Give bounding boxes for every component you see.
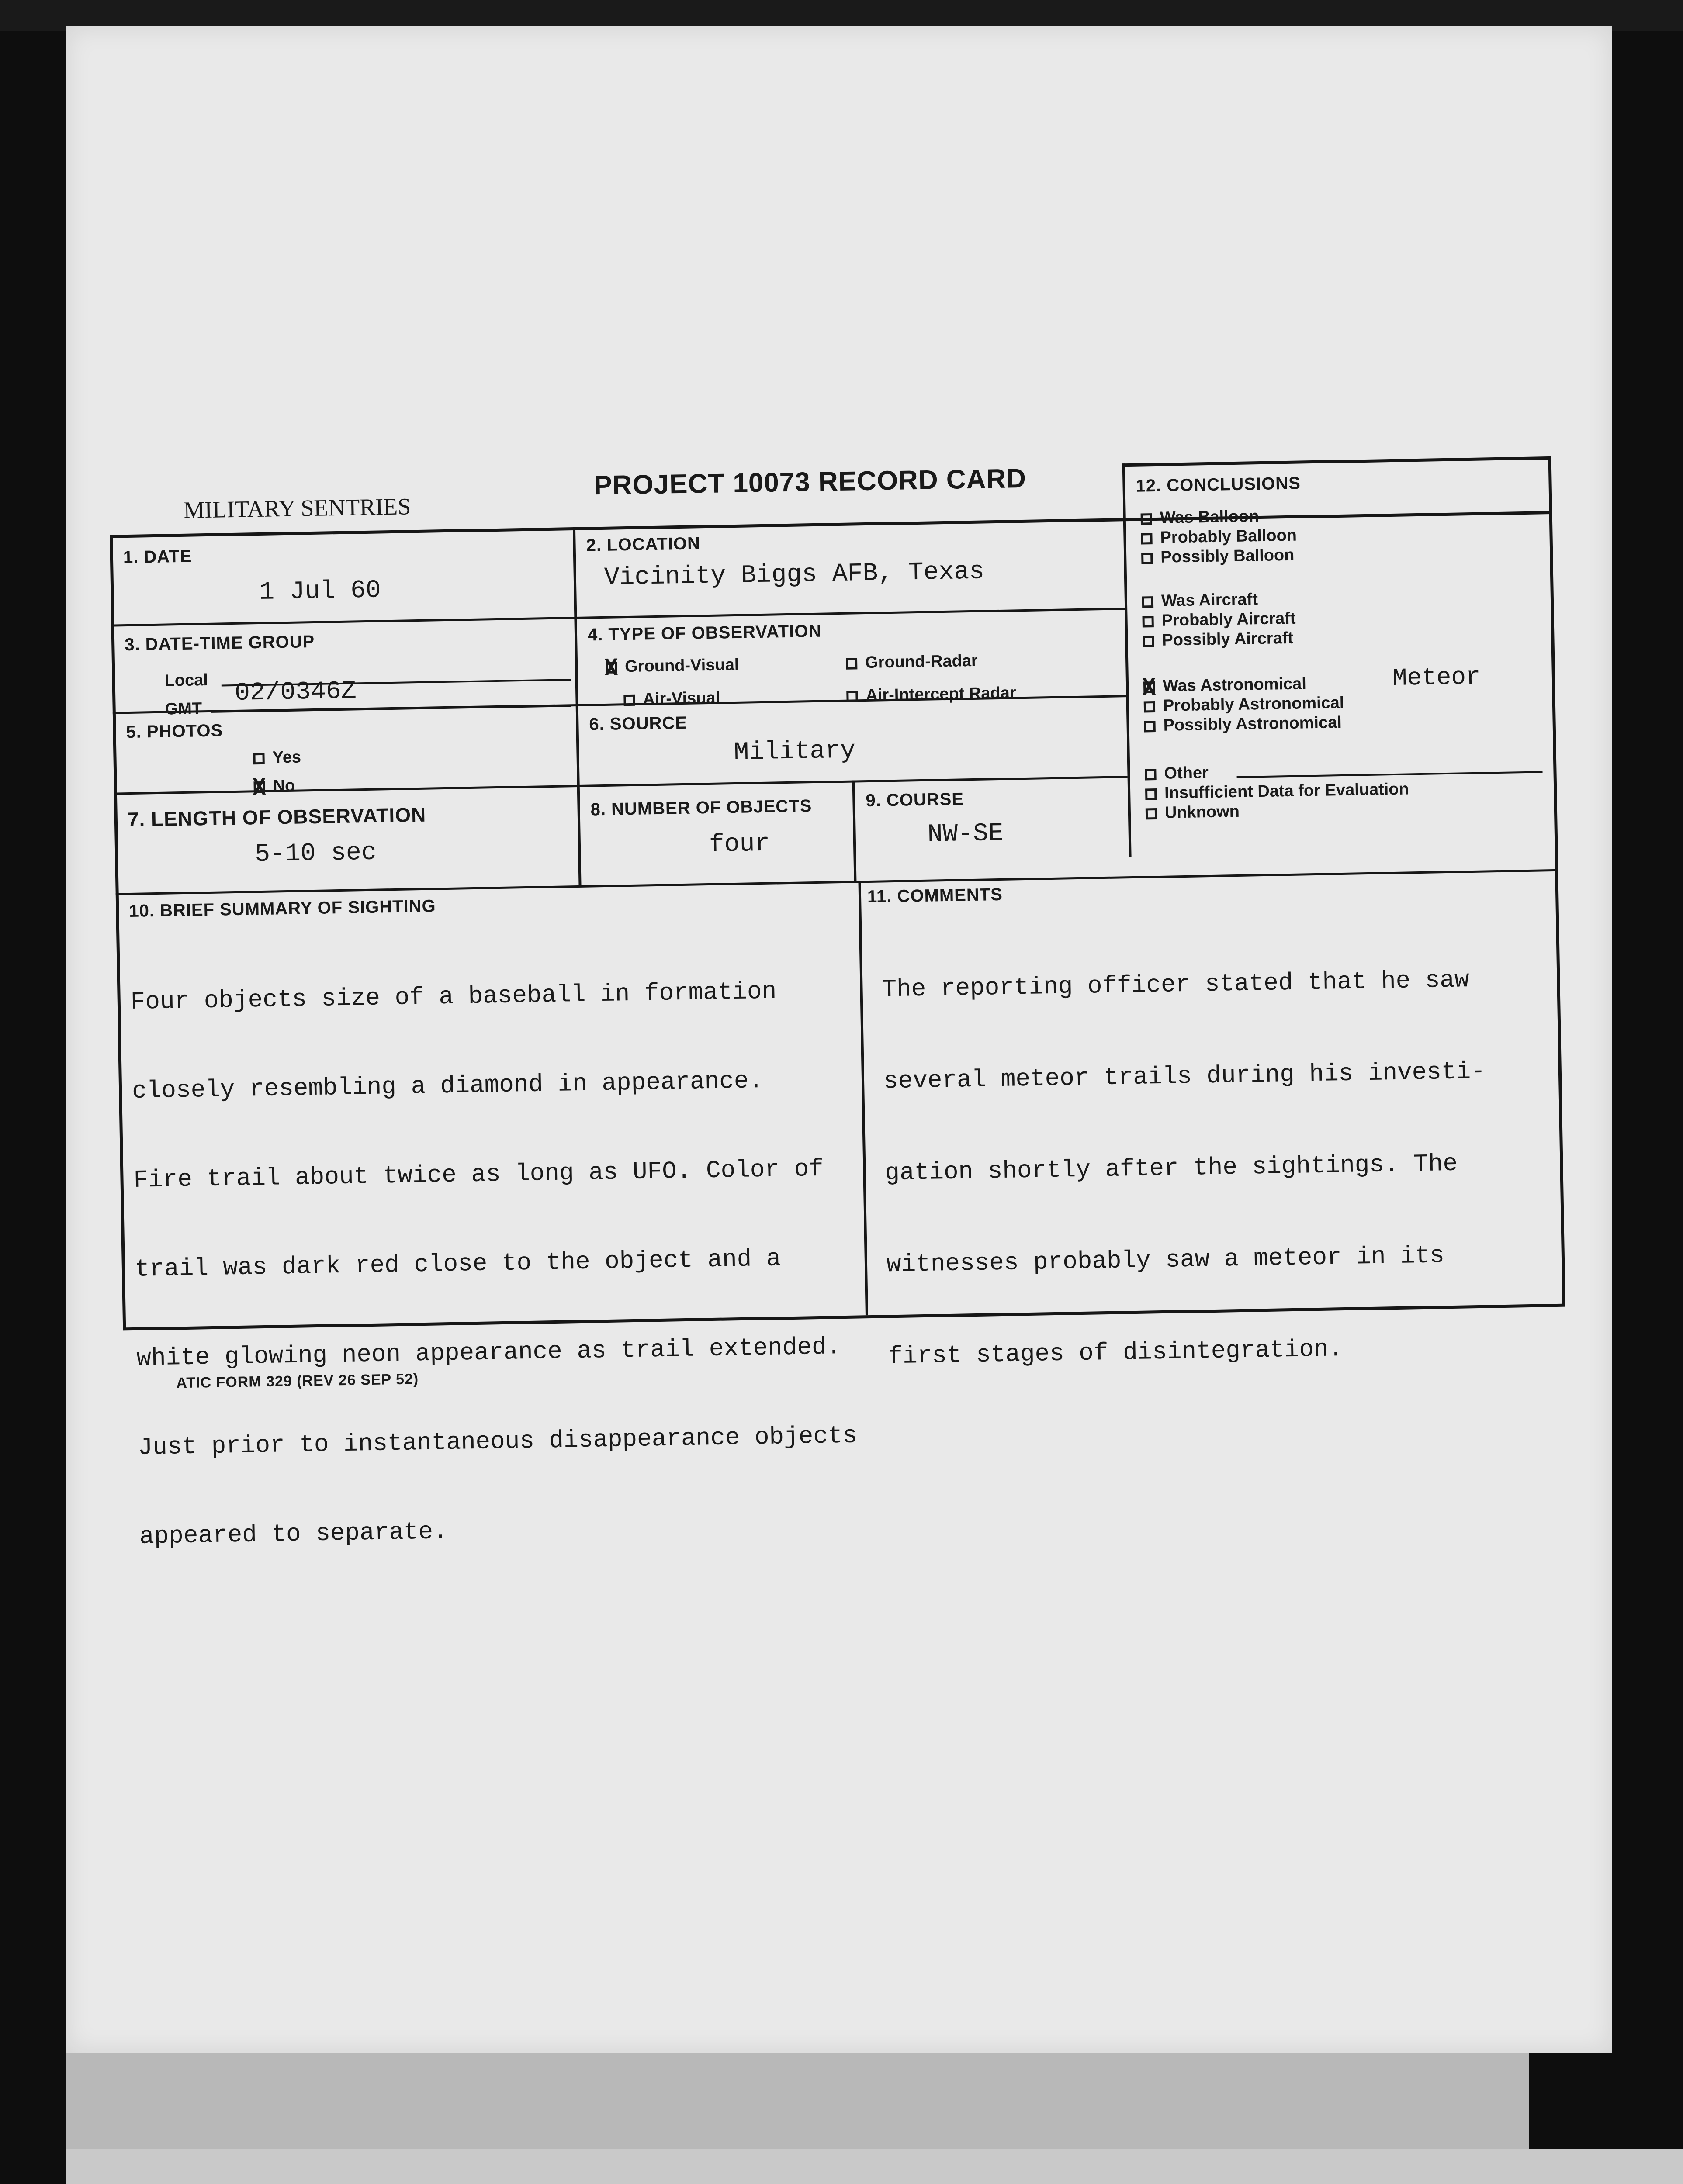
location-value: Vicinity Biggs AFB, Texas [604,557,985,592]
record-card-inner [100,463,1574,1551]
conclusion-possibly-aircraft[interactable] [1143,629,1293,650]
source-value: Military [734,736,856,767]
checkbox-unknown[interactable] [1146,808,1157,819]
option-label: Other [1164,764,1209,783]
summary-line: white glowing neon appearance as trail extended. [136,1333,842,1372]
summary-line: closely resembling a diamond in appearance. [132,1067,764,1105]
divider-summary [858,881,868,1315]
conclusions-label: 12. CONCLUSIONS [1136,473,1301,496]
option-ground-visual[interactable] [606,656,739,677]
conclusion-probably-aircraft[interactable] [1142,609,1296,631]
row-divider-1 [111,608,1125,626]
conclusion-possibly-balloon[interactable] [1141,546,1295,567]
card-title: PROJECT 10073 RECORD CARD [593,463,1027,501]
option-ground-radar[interactable] [846,652,978,673]
row-divider-4 [116,869,1558,895]
conclusion-unknown[interactable] [1146,802,1240,823]
option-air-intercept-radar[interactable] [846,684,1016,705]
comments-text [881,903,1491,1433]
option-photos-yes[interactable] [253,748,301,767]
checkbox-was-balloon[interactable] [1141,513,1152,525]
course-label: 9. COURSE [866,789,964,811]
checkbox-photos-yes[interactable] [253,753,264,764]
date-time-group-label: 3. DATE-TIME GROUP [124,632,315,655]
checkbox-photos-no[interactable] [253,781,265,793]
option-air-visual[interactable] [623,689,720,709]
summary-text [129,916,860,1611]
option-label: Insufficient Data for Evaluation [1164,780,1409,802]
checkbox-was-astronomical[interactable] [1143,681,1155,693]
checkbox-possibly-aircraft[interactable] [1143,636,1154,647]
date-value: 1 Jul 60 [259,576,381,607]
checkbox-possibly-balloon[interactable] [1141,553,1153,564]
number-of-objects-label: 8. NUMBER OF OBJECTS [590,796,812,819]
conclusion-was-balloon[interactable] [1140,507,1259,528]
divider-conclusions [1122,463,1132,857]
location-label: 2. LOCATION [586,534,701,555]
gmt-value: 02/0346Z [234,677,357,708]
conclusion-was-astronomical[interactable] [1143,674,1306,696]
option-label: Possibly Balloon [1160,546,1295,567]
comments-line: witnesses probably saw a meteor in its [886,1241,1445,1279]
checkbox-other[interactable] [1145,769,1156,780]
checkbox-air-intercept-radar[interactable] [846,691,858,702]
option-label: Probably Balloon [1160,526,1297,547]
frame-right [1548,456,1565,1306]
card-heading: MILITARY SENTRIES [183,493,411,523]
comments-line: gation shortly after the sightings. The [885,1149,1458,1187]
option-label: Probably Astronomical [1163,693,1344,715]
summary-line: appeared to separate. [139,1517,448,1551]
date-label: 1. DATE [123,546,192,567]
conclusions-top [1122,456,1551,467]
option-label: Air-Visual [643,688,720,708]
checkbox-probably-astronomical[interactable] [1144,701,1155,712]
form-id: ATIC FORM 329 (REV 26 SEP 52) [176,1371,419,1392]
option-label: Air-Intercept Radar [866,684,1016,705]
option-label: Probably Aircraft [1161,609,1296,630]
checkbox-air-visual[interactable] [623,695,635,706]
summary-line: Four objects size of a baseball in formation [130,977,777,1016]
course-value: NW-SE [927,819,1004,849]
comments-line: first stages of disintegration. [887,1335,1344,1371]
summary-line: trail was dark red close to the object and a [135,1244,781,1283]
length-of-observation-value: 5-10 sec [254,838,377,869]
type-of-observation-label: 4. TYPE OF OBSERVATION [587,621,822,645]
option-label: Ground-Visual [624,655,739,676]
length-of-observation-label: 7. LENGTH OF OBSERVATION [127,803,426,831]
summary-label: 10. BRIEF SUMMARY OF SIGHTING [128,896,436,921]
conclusion-other[interactable] [1145,764,1209,783]
option-label: Unknown [1164,802,1240,822]
checkbox-ground-radar[interactable] [846,658,857,669]
comments-line: The reporting officer stated that he saw [882,966,1470,1004]
conclusion-possibly-astronomical[interactable] [1144,713,1342,735]
comments-line: several meteor trails during his investi- [883,1057,1486,1095]
gmt-label: GMT [165,699,202,719]
number-of-objects-value: four [709,829,770,860]
checkbox-probably-aircraft[interactable] [1142,616,1153,627]
option-label: Possibly Astronomical [1163,713,1342,735]
checkbox-probably-balloon[interactable] [1141,533,1152,544]
checkbox-possibly-astronomical[interactable] [1144,721,1155,732]
conclusion-probably-astronomical[interactable] [1144,694,1344,716]
option-label: Ground-Radar [865,651,978,672]
option-label: Was Astronomical [1162,674,1307,695]
checkbox-insufficient-data[interactable] [1145,788,1157,800]
conclusion-insufficient-data[interactable] [1145,780,1409,803]
divider-course [852,780,857,881]
conclusion-annotation: Meteor [1392,663,1481,693]
option-label: Yes [272,748,301,767]
summary-line: Just prior to instantaneous disappearance objects [138,1421,858,1462]
option-label: Was Balloon [1160,507,1259,527]
checkbox-was-aircraft[interactable] [1142,596,1153,608]
summary-line: Fire trail about twice as long as UFO. Color of [133,1154,824,1194]
local-label: Local [164,670,208,690]
frame-left [110,535,126,1330]
option-label: No [273,776,295,795]
option-label: Possibly Aircraft [1162,629,1294,650]
conclusion-probably-balloon[interactable] [1141,526,1297,548]
other-underline [1237,771,1543,778]
source-label: 6. SOURCE [589,713,688,734]
photos-label: 5. PHOTOS [126,721,223,742]
option-label: Was Aircraft [1161,590,1258,610]
option-photos-no[interactable] [253,777,295,796]
checkbox-ground-visual[interactable] [606,662,617,673]
comments-label: 11. COMMENTS [867,885,1003,907]
conclusion-was-aircraft[interactable] [1142,590,1258,611]
